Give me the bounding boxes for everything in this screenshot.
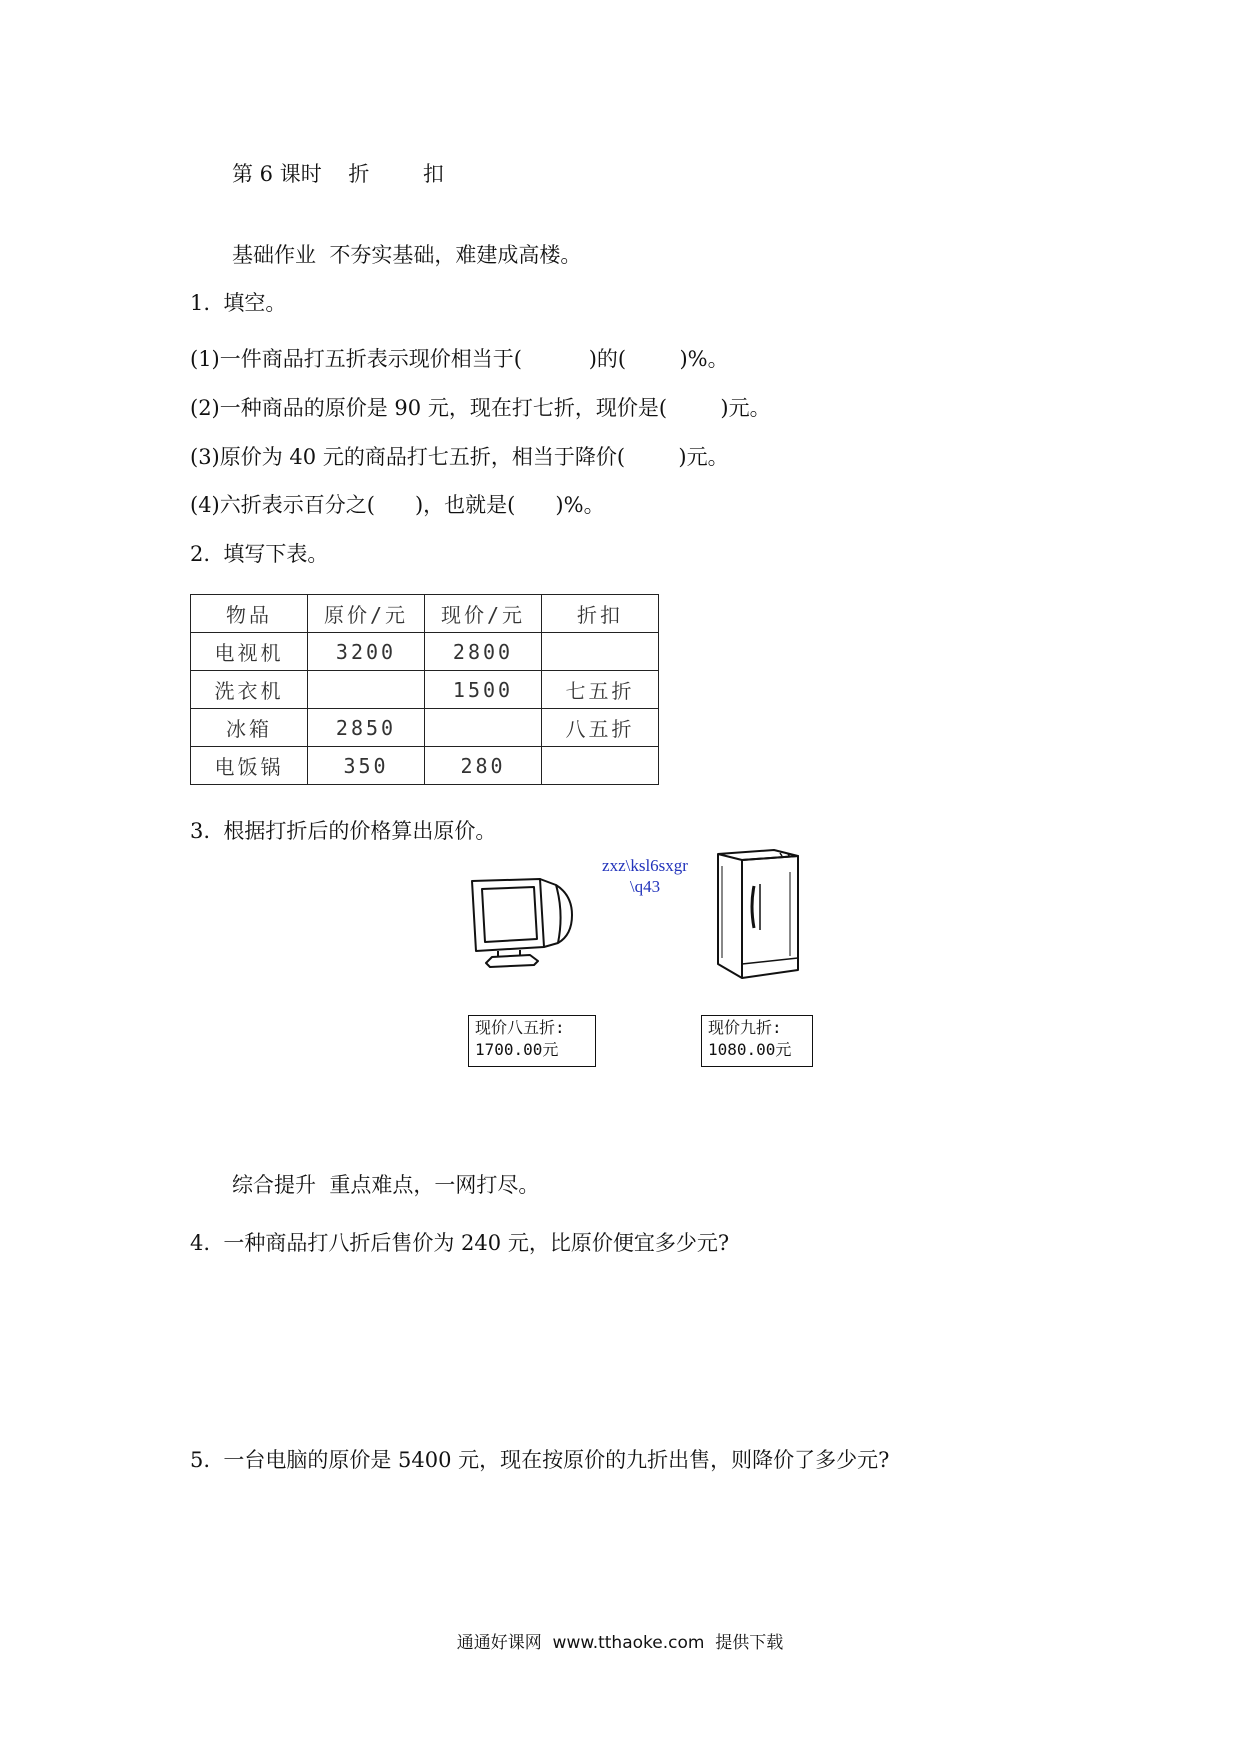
- watermark-text: [590, 855, 700, 897]
- table-row: [191, 709, 659, 747]
- watermark-line: \q43: [629, 877, 661, 896]
- table-cell: 3200: [308, 633, 425, 671]
- table-cell: 2850: [308, 709, 425, 747]
- question-3-heading: 3. 根据打折后的价格算出原价。: [190, 819, 497, 843]
- table-header-cell: 原价/元: [308, 595, 425, 633]
- table-cell: 280: [425, 747, 542, 785]
- table-header-cell: 物品: [191, 595, 308, 633]
- table-cell: 2800: [425, 633, 542, 671]
- table-cell-blank[interactable]: [308, 671, 425, 709]
- table-row: [191, 747, 659, 785]
- section-basic-heading: 基础作业 不夯实基础，难建成高楼。: [232, 243, 582, 267]
- question-2-heading: 2. 填写下表。: [190, 542, 329, 566]
- table-cell-blank[interactable]: [425, 709, 542, 747]
- question-1-item-4: (4)六折表示百分之( )，也就是( )%。: [190, 493, 605, 517]
- question-1-item-3: (3)原价为 40 元的商品打七五折，相当于降价( )元。: [190, 445, 729, 469]
- table-header-row: [191, 595, 659, 633]
- table-row: [191, 671, 659, 709]
- question-4: 4. 一种商品打八折后售价为 240 元，比原价便宜多少元?: [190, 1231, 730, 1255]
- table-header-cell: 折扣: [542, 595, 659, 633]
- question-1-item-1: (1)一件商品打五折表示现价相当于( )的( )%。: [190, 347, 729, 371]
- table-header-cell: 现价/元: [425, 595, 542, 633]
- table-cell: 冰箱: [191, 709, 308, 747]
- table-cell: 洗衣机: [191, 671, 308, 709]
- watermark-line: zxz\ksl6sxgr: [602, 856, 688, 875]
- table-cell-blank[interactable]: [542, 747, 659, 785]
- lesson-title: 第 6 课时 折 扣: [232, 162, 444, 186]
- price-tag-value: 1700.00元: [475, 1040, 559, 1059]
- table-cell: 350: [308, 747, 425, 785]
- table-cell: 1500: [425, 671, 542, 709]
- crt-monitor-icon: [468, 873, 584, 973]
- table-cell: 电视机: [191, 633, 308, 671]
- table-row: [191, 633, 659, 671]
- price-tag-monitor: [468, 1015, 596, 1067]
- question-5: 5. 一台电脑的原价是 5400 元，现在按原价的九折出售，则降价了多少元?: [190, 1448, 890, 1472]
- price-table: [190, 594, 659, 785]
- refrigerator-icon: [712, 846, 812, 986]
- question-1-item-2: (2)一种商品的原价是 90 元，现在打七折，现价是( )元。: [190, 396, 771, 420]
- footer-credit: 通通好课网 www.tthaoke.com 提供下载: [456, 1633, 784, 1653]
- table-cell: 电饭锅: [191, 747, 308, 785]
- table-cell-blank[interactable]: [542, 633, 659, 671]
- price-tag-label: 现价九折:: [708, 1018, 782, 1037]
- price-tag-fridge: [701, 1015, 813, 1067]
- question-1-heading: 1. 填空。: [190, 291, 287, 315]
- price-tag-value: 1080.00元: [708, 1040, 792, 1059]
- table-cell: 八五折: [542, 709, 659, 747]
- price-tag-label: 现价八五折:: [475, 1018, 565, 1037]
- table-cell: 七五折: [542, 671, 659, 709]
- section-advanced-heading: 综合提升 重点难点，一网打尽。: [232, 1173, 540, 1197]
